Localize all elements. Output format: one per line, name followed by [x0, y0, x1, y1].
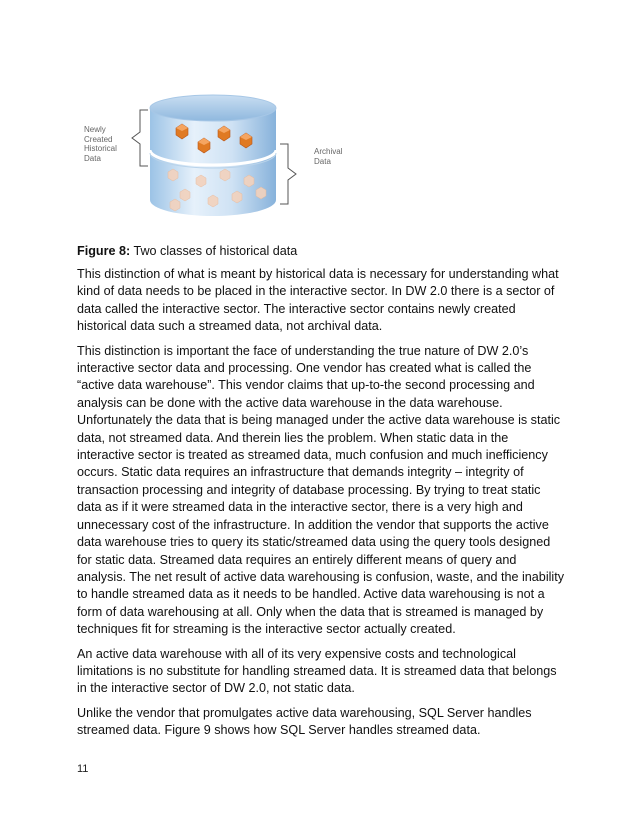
paragraph: Unlike the vendor that promulgates active data warehousing, SQL Server handles streamed data. Figure 9 shows how SQL Server handles streamed data. [77, 705, 532, 738]
page-number: 11 [77, 763, 89, 775]
figure-caption-prefix: Figure 8: [77, 244, 131, 258]
archival-data-label: Archival Data [314, 147, 343, 166]
historical-data-figure [70, 92, 370, 232]
paragraph: An active data warehouse with all of its very expensive costs and technological limitations is no substitute for handling streamed data. It is streamed data that belongs in the interactive sector of DW 2.0, not static data. [77, 646, 557, 696]
paragraph: This distinction of what is meant by historical data is necessary for understanding what kind of data needs to be placed in the interactive sector. In DW 2.0 there is a sector of data called the interactive sector. The interactive sector contains newly created historical data such a streamed data, not archival data. [77, 267, 559, 334]
paragraph: This distinction is important the face of understanding the true nature of DW 2.0’s interactive sector data and processing. One vendor has created what is called the “active data warehouse”. This vendor claims that up-to-the second processing and analysis can be done with the active data warehouse in the data warehouse. Unfortunately the data that is being managed under the active data warehouse is static data, not streamed data. And therein lies the problem. When static data in the interactive sector is treated as streamed data, much confusion and much inefficiency occurs. Static data requires an infrastructure that demands integrity – integrity of transaction processing and integrity of database processing. By trying to treat static data as if it were streamed data in the interactive sector, there is a very high and unnecessary cost of the infrastructure. In addition the vendor that supports the active data warehouse tries to query its static/streamed data using the query tools designed for static data. Streamed data requires an entirely different means of query and analysis. The net result of active data warehousing is confusion, waste, and the inability to handle streamed data as it needs to be handled. Active data warehousing is not a form of data warehousing at all. Only when the data that is streamed is managed by techniques fit for streaming is the interactive sector actually created. [77, 343, 565, 637]
figure-caption [77, 243, 297, 259]
newly-created-historical-data-label: Newly Created Historical Data [84, 125, 117, 163]
database-cylinder-icon [70, 92, 370, 232]
figure-caption-text: Two classes of historical data [130, 244, 298, 258]
body-text [77, 266, 565, 747]
